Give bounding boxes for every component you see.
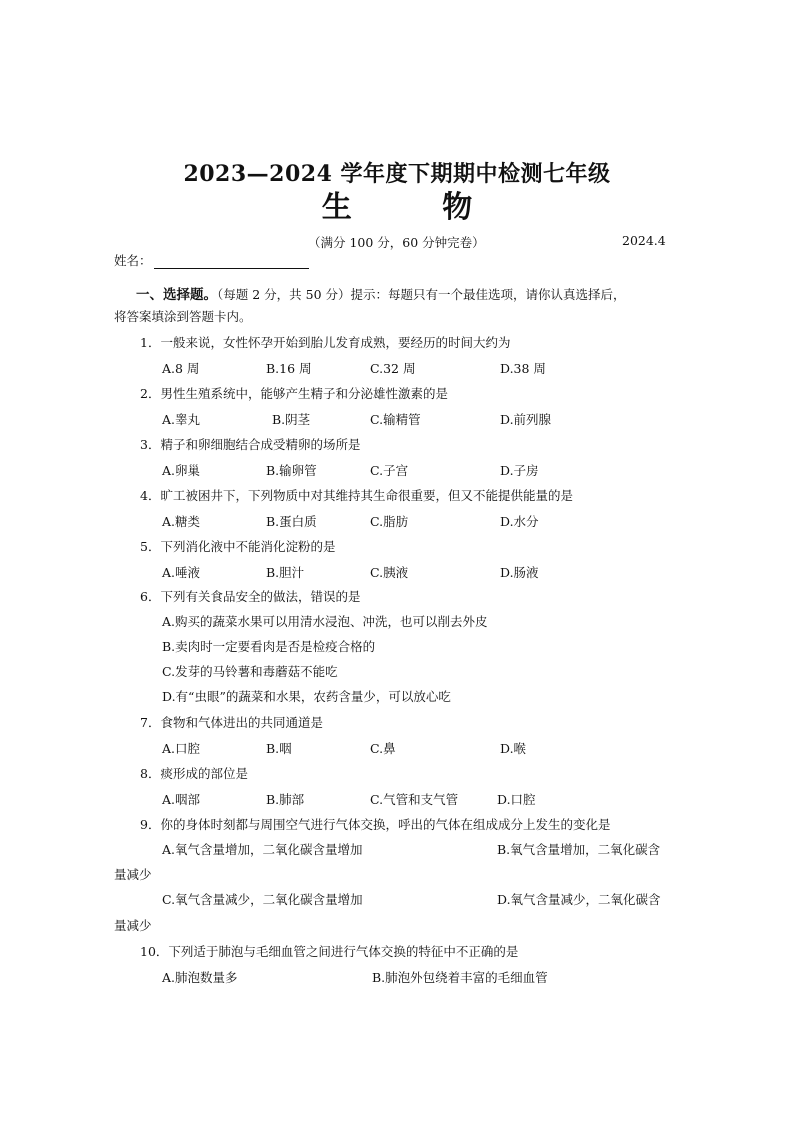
- question-stem: 7．食物和气体进出的共同通道是: [140, 715, 323, 730]
- question-stem: 10．下列适于肺泡与毛细血管之间进行气体交换的特征中不正确的是: [140, 944, 519, 959]
- question-option: C.输精管: [370, 412, 421, 427]
- question-option: B.阴茎: [272, 412, 311, 427]
- question-option: D.口腔: [497, 792, 536, 807]
- question-option: D.前列腺: [500, 412, 552, 427]
- question-option: B.输卵管: [266, 463, 317, 478]
- question-stem: 1．一般来说，女性怀孕开始到胎儿发育成熟，要经历的时间大约为: [140, 335, 511, 350]
- question-option: A.咽部: [162, 792, 201, 807]
- question-option-continued: 量减少: [114, 867, 152, 882]
- question-option: A.糖类: [162, 514, 201, 529]
- question-stem: 5．下列消化液中不能消化淀粉的是: [140, 539, 336, 554]
- question-option: D.水分: [500, 514, 539, 529]
- question-option: C.鼻: [370, 741, 396, 756]
- question-option: C.脂肪: [370, 514, 409, 529]
- question-option: C.氧气含量减少，二氧化碳含量增加: [162, 892, 363, 907]
- exam-subject: 生 物: [321, 190, 513, 225]
- question-option: A.氧气含量增加，二氧化碳含量增加: [162, 842, 363, 857]
- section-note: （每题 2 分，共 50 分）提示：每题只有一个最佳选项，请你认真选择后，: [217, 287, 626, 302]
- question-option: B.胆汁: [266, 565, 305, 580]
- question-option: D.喉: [500, 741, 527, 756]
- question-option: D.38 周: [500, 361, 546, 376]
- exam-date: 2024.4: [622, 233, 666, 248]
- question-option: A.唾液: [162, 565, 201, 580]
- question-stem: 4．旷工被困井下，下列物质中对其维持其生命很重要，但又不能提供能量的是: [140, 488, 573, 503]
- question-option: A.肺泡数量多: [162, 970, 238, 985]
- question-option: D.氧气含量减少，二氧化碳含: [497, 892, 661, 907]
- question-option: C.子宫: [370, 463, 409, 478]
- question-option: A.卵巢: [162, 463, 201, 478]
- question-option: C.发芽的马铃薯和毒蘑菇不能吃: [162, 664, 338, 679]
- section-heading: 一、选择题。: [136, 287, 217, 303]
- question-option: A.购买的蔬菜水果可以用清水浸泡、冲洗，也可以削去外皮: [162, 614, 488, 629]
- score-info: （满分 100 分，60 分钟完卷）: [308, 235, 485, 250]
- question-option: D.肠液: [500, 565, 539, 580]
- question-stem: 2．男性生殖系统中，能够产生精子和分泌雄性激素的是: [140, 386, 448, 401]
- question-option: B.氧气含量增加，二氧化碳含: [497, 842, 661, 857]
- question-option: D.子房: [500, 463, 539, 478]
- question-stem: 8．痰形成的部位是: [140, 766, 248, 781]
- question-option: C.胰液: [370, 565, 409, 580]
- name-field: [114, 251, 309, 269]
- section-note-continued: 将答案填涂到答题卡内。: [114, 309, 252, 324]
- question-option: B.蛋白质: [266, 514, 317, 529]
- question-option: C.气管和支气管: [370, 792, 459, 807]
- question-option: B.咽: [266, 741, 292, 756]
- question-option: A.8 周: [162, 361, 200, 376]
- question-option: A.口腔: [162, 741, 201, 756]
- exam-title: 2023—2024 学年度下期期中检测七年级: [183, 161, 611, 187]
- question-stem: 6．下列有关食品安全的做法，错误的是: [140, 589, 361, 604]
- question-option: B.卖肉时一定要看肉是否是检疫合格的: [162, 639, 376, 654]
- question-stem: 3．精子和卵细胞结合成受精卵的场所是: [140, 437, 361, 452]
- question-option: D.有“虫眼”的蔬菜和水果，农药含量少，可以放心吃: [162, 689, 451, 704]
- question-option: C.32 周: [370, 361, 416, 376]
- name-blank-line: [154, 254, 309, 269]
- question-option: B.肺部: [266, 792, 305, 807]
- question-option: B.肺泡外包绕着丰富的毛细血管: [372, 970, 548, 985]
- question-option: A.睾丸: [162, 412, 201, 427]
- question-option: B.16 周: [266, 361, 312, 376]
- question-option-continued: 量减少: [114, 918, 152, 933]
- name-label: 姓名：: [114, 253, 152, 268]
- section-heading-line: [136, 283, 626, 303]
- question-stem: 9．你的身体时刻都与周围空气进行气体交换，呼出的气体在组成成分上发生的变化是: [140, 817, 611, 832]
